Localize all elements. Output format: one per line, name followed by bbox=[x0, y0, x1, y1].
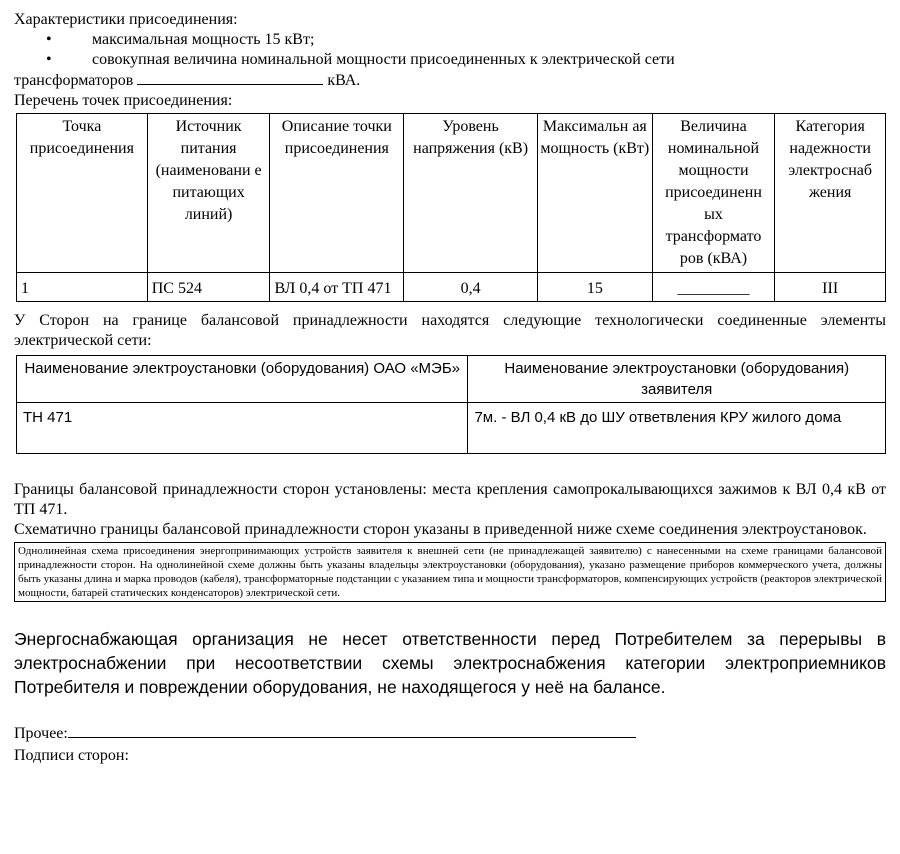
max-power-text: максимальная мощность 15 кВт; bbox=[92, 31, 315, 48]
other-blank-field bbox=[68, 723, 636, 738]
cell-power: 15 bbox=[537, 273, 652, 302]
kva-unit: кВА. bbox=[327, 72, 361, 89]
col-header-source: Источник питания (наименовани е питающих линий) bbox=[147, 114, 270, 273]
col-header-reliability: Категория надежности электроснаб жения bbox=[775, 114, 886, 273]
col-header-applicant: Наименование электроустановки (оборудования) заявителя bbox=[468, 356, 886, 403]
list-item bbox=[14, 50, 886, 70]
boundaries-text: Границы балансовой принадлежности сторон установлены: места крепления самопрокалывающихся зажимов к ВЛ 0,4 кВ от ТП 471. bbox=[14, 481, 886, 518]
total-power-text: совокупная величина номинальной мощности присоединенных к электрической сети bbox=[92, 51, 675, 68]
other-line bbox=[14, 723, 886, 744]
connection-points-table bbox=[16, 113, 886, 302]
cell-transformer-power: _________ bbox=[652, 273, 775, 302]
table-row bbox=[17, 403, 886, 454]
col-header-point: Точка присоединения bbox=[17, 114, 148, 273]
network-elements-table bbox=[16, 355, 886, 454]
schematic-text: Схематично границы балансовой принадлежности сторон указаны в приведенной ниже схеме соединения электроустановок. bbox=[14, 521, 867, 538]
transformers-blank-field bbox=[137, 70, 323, 85]
other-label: Прочее: bbox=[14, 725, 68, 742]
characteristics-list bbox=[14, 30, 886, 70]
document-page bbox=[14, 10, 886, 766]
characteristics-title: Характеристики присоединения: bbox=[14, 11, 238, 28]
balance-intro: У Сторон на границе балансовой принадлежности находятся следующие технологически соединенные элементы электрической сети: bbox=[14, 312, 886, 349]
col-header-voltage: Уровень напряжения (кВ) bbox=[404, 114, 538, 273]
scheme-note-box: Однолинейная схема присоединения энергопринимающих устройств заявителя к внешней сети (не принадлежащей заявителю) с нанесенными на схеме границами балансовой принадлежности сторон. На однолинейной схеме должны быть указаны владельцы электроустановки (оборудования), указано размещение приборов коммерческого учета, должны быть указаны длина и марка проводов (кабеля), трансформаторные подстанции с указанием типа и мощности трансформаторов, компенсирующих устройств (реакторов электрической мощности, батарей статических конденсаторов) электрической сети. bbox=[14, 542, 886, 602]
table-row bbox=[17, 273, 886, 302]
col-header-transformer-power: Величина номинальной мощности присоединенн ых трансформато ров (кВА) bbox=[652, 114, 775, 273]
transformers-label: трансформаторов bbox=[14, 72, 134, 89]
table-header-row bbox=[17, 356, 886, 403]
cell-category: III bbox=[775, 273, 886, 302]
table-header-row bbox=[17, 114, 886, 273]
col-header-description: Описание точки присоединения bbox=[270, 114, 404, 273]
bullet-icon: • bbox=[46, 31, 52, 48]
col-header-mesb: Наименование электроустановки (оборудования) ОАО «МЭБ» bbox=[17, 356, 468, 403]
transformers-line bbox=[14, 70, 886, 91]
signatures-label: Подписи сторон: bbox=[14, 747, 129, 764]
cell-voltage: 0,4 bbox=[404, 273, 538, 302]
cell-source: ПС 524 bbox=[147, 273, 270, 302]
liability-text: Энергоснабжающая организация не несет ответственности перед Потребителем за перерывы в электроснабжении при несоответствии схемы электроснабжения категории электроприемников Потребителя и повреждении оборудования, не находящегося у неё на балансе. bbox=[14, 629, 886, 697]
list-item bbox=[14, 30, 886, 50]
cell-applicant-equipment: 7м. - ВЛ 0,4 кВ до ШУ ответвления КРУ жилого дома bbox=[468, 403, 886, 454]
bullet-icon: • bbox=[46, 51, 52, 68]
cell-description: ВЛ 0,4 от ТП 471 bbox=[270, 273, 404, 302]
points-title: Перечень точек присоединения: bbox=[14, 92, 233, 109]
col-header-max-power: Максимальн ая мощность (кВт) bbox=[537, 114, 652, 273]
cell-mesb-equipment: ТН 471 bbox=[17, 403, 468, 454]
cell-point: 1 bbox=[17, 273, 148, 302]
